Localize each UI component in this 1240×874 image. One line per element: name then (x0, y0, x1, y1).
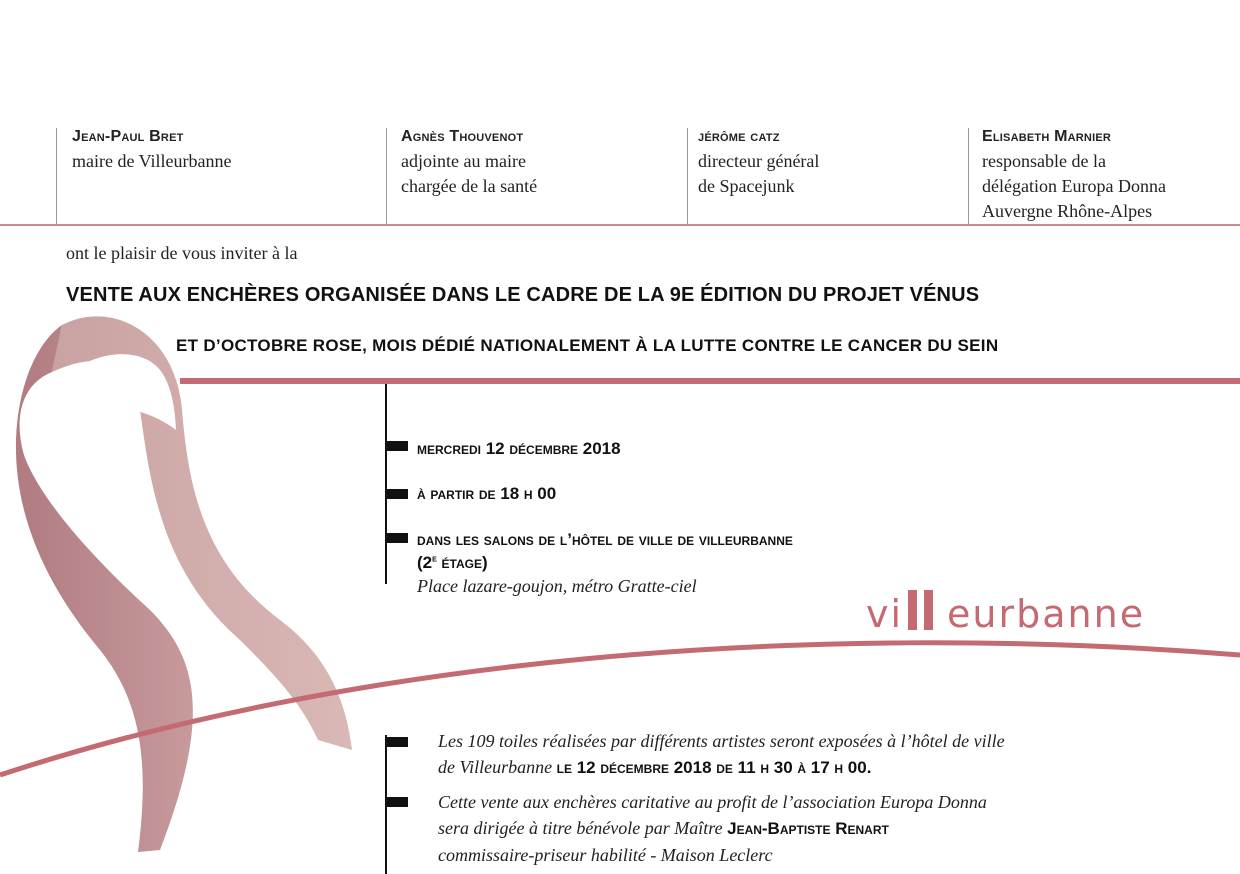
host-role: responsable de la (982, 151, 1106, 171)
host-name: Elisabeth Marnier (982, 128, 1112, 145)
divider-vertical (56, 128, 57, 224)
bullet-marker (386, 489, 408, 499)
event-time: à partir de 18 h 00 (417, 484, 557, 503)
bullet-marker (386, 441, 408, 451)
host-name: Jean-Paul Bret (72, 128, 184, 145)
divider-vertical (386, 128, 387, 224)
event-address: Place lazare-goujon, métro Gratte-ciel (417, 576, 697, 596)
host-3 (698, 124, 819, 199)
note-auction: Cette vente aux enchères caritative au profit de l’association Europa Donna sera dirigée à titre bénévole par Maître Jean-Baptiste Renart commissaire-priseur habilité - Maison Leclerc (438, 792, 987, 865)
event-title: VENTE AUX ENCHÈRES ORGANISÉE DANS LE CADRE DE LA 9E ÉDITION DU PROJET VÉNUS (66, 284, 980, 306)
bullet-marker (386, 797, 408, 807)
details-vertical-line (385, 384, 387, 584)
host-role: Auvergne Rhône-Alpes (982, 201, 1153, 221)
accent-bar (180, 378, 1240, 384)
host-role: directeur général (698, 151, 820, 171)
host-name: Agnès Thouvenot (401, 128, 524, 145)
event-venue: dans les salons de l’hôtel de ville de villeurbanne (417, 530, 793, 549)
note-exhibition: Les 109 toiles réalisées par différents artistes seront exposées à l’hôtel de ville de Villeurbanne le 12 décembre 2018 de 11 h 30 à 17 h 00. (438, 731, 1005, 777)
villeurbanne-logo: vi eurbanne (866, 592, 1146, 636)
host-1 (72, 124, 232, 174)
event-floor: (2e étage) (417, 553, 488, 572)
bullet-marker (386, 533, 408, 543)
divider-vertical (968, 128, 969, 224)
host-4 (982, 124, 1166, 224)
divider-vertical (687, 128, 688, 224)
host-role: maire de Villeurbanne (72, 151, 232, 171)
host-role: adjointe au maire (401, 151, 526, 171)
divider-horizontal (0, 224, 1240, 226)
host-role: délégation Europa Donna (982, 176, 1166, 196)
bullet-marker (386, 737, 408, 747)
intro-text: ont le plaisir de vous inviter à la (66, 243, 298, 263)
host-role: de Spacejunk (698, 176, 795, 196)
host-role: chargée de la santé (401, 176, 538, 196)
host-2 (401, 124, 537, 199)
host-name: jérôme catz (698, 128, 780, 145)
event-subtitle: ET D’OCTOBRE ROSE, MOIS DÉDIÉ NATIONALEMENT À LA LUTTE CONTRE LE CANCER DU SEIN (176, 336, 999, 355)
event-date: mercredi 12 décembre 2018 (417, 439, 621, 458)
